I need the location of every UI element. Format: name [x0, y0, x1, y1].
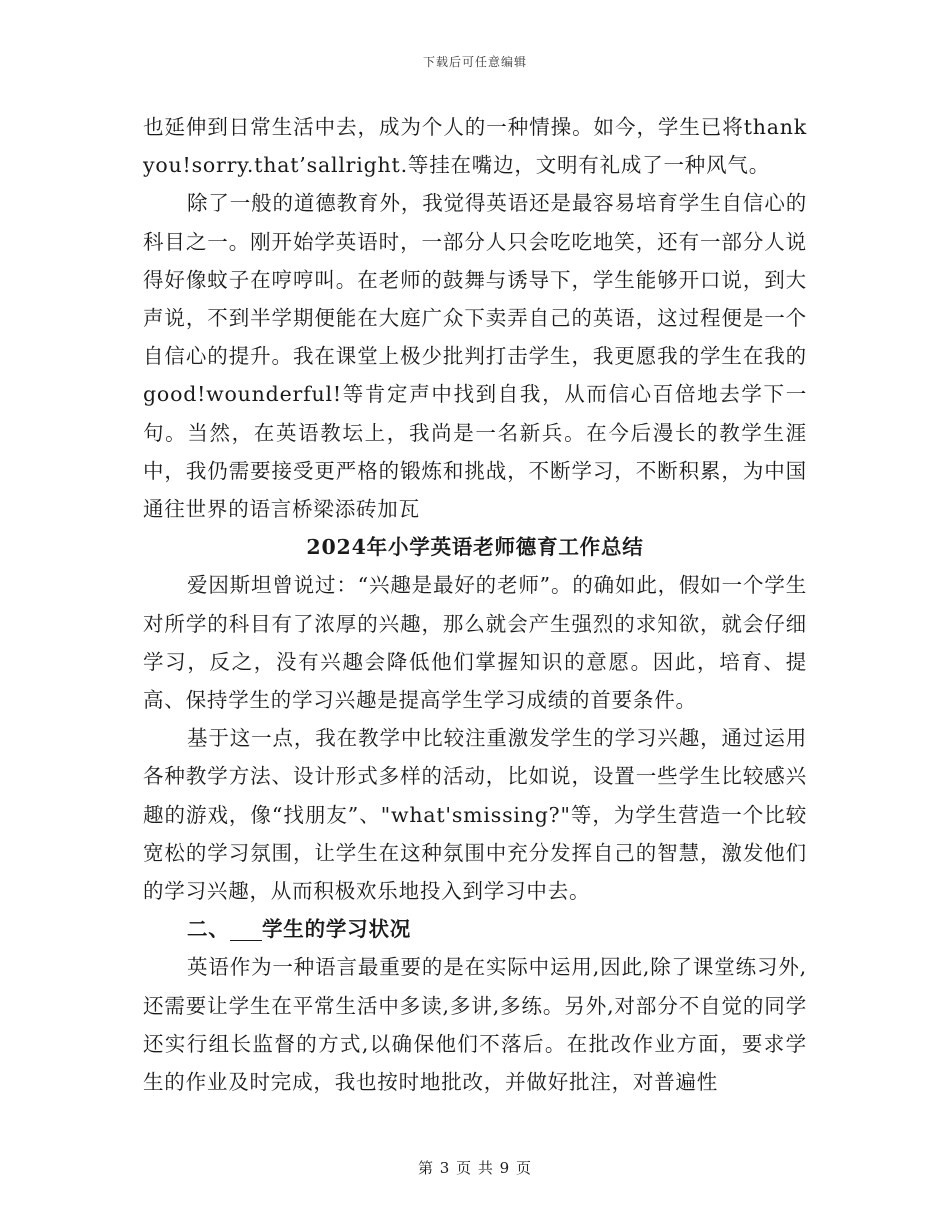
paragraph-3: 爱因斯坦曾说过：“兴趣是最好的老师”。的确如此，假如一个学生对所学的科目有了浓厚的兴趣，那么就会产生强烈的求知欲，就会仔细学习，反之，没有兴趣会降低他们掌握知识的意愿。因此，培育、提高、保持学生的学习兴趣是提高学生学习成绩的首要条件。	[143, 573, 807, 713]
paragraph-5: 英语作为一种语言最重要的是在实际中运用,因此,除了课堂练习外,还需要让学生在平常生活中多读,多讲,多练。另外,对部分不自觉的同学还实行组长监督的方式,以确保他们不落后。在批改作业方面，要求学生的作业及时完成，我也按时地批改，并做好批注，对普遍性	[143, 955, 807, 1095]
paragraph-2: 除了一般的道德教育外，我觉得英语还是最容易培育学生自信心的科目之一。刚开始学英语时，一部分人只会吃吃地笑，还有一部分人说得好像蚊子在哼哼叫。在老师的鼓舞与诱导下，学生能够开口说，到大声说，不到半学期便能在大庭广众下卖弄自己的英语，这过程便是一个自信心的提升。我在课堂上极少批判打击学生，我更愿我的学生在我的good!wounderful!等肯定声中找到自我，从而信心百倍地去学下一句。当然，在英语教坛上，我尚是一名新兵。在今后漫长的教学生涯中，我仍需要接受更严格的锻炼和挑战，不断学习，不断积累，为中国通往世界的语言桥梁添砖加瓦	[143, 191, 807, 522]
document-body	[143, 108, 807, 1101]
document-title: 2024年小学英语老师德育工作总结	[306, 535, 644, 560]
page-number: 第 3 页 共 9 页	[418, 1159, 532, 1177]
header-note: 下载后可任意编辑	[422, 55, 527, 69]
paragraph-4: 基于这一点，我在教学中比较注重激发学生的学习兴趣，通过运用各种教学方法、设计形式多样的活动，比如说，设置一些学生比较感兴趣的游戏，像“找朋友”、"what'smissing?"等，为学生营造一个比较宽松的学习氛围，让学生在这种氛围中充分发挥自己的智慧，激发他们的学习兴趣，从而积极欢乐地投入到学习中去。	[143, 726, 807, 904]
section-title: 学生的学习状况	[261, 917, 412, 942]
fill-blank	[230, 918, 262, 941]
paragraph-1: 也延伸到日常生活中去，成为个人的一种情操。如今，学生已将thankyou!sorry.that’sallright.等挂在嘴边，文明有礼成了一种风气。	[143, 115, 807, 178]
section-number: 二、	[187, 917, 230, 942]
section-heading	[143, 910, 807, 948]
